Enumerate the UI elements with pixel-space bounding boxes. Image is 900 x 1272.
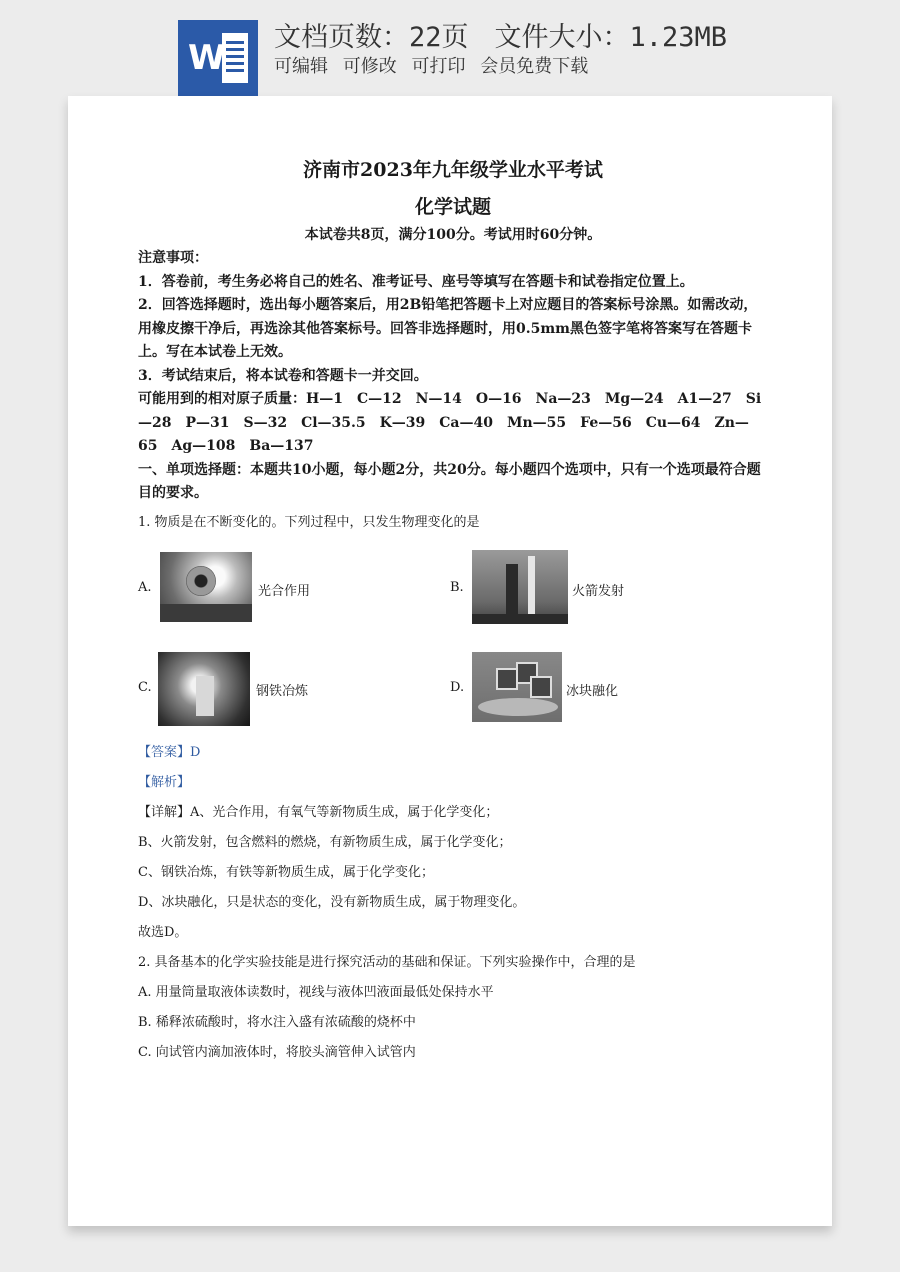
page-count-label: 文档页数：22页 bbox=[274, 22, 469, 53]
notice-item: 3．考试结束后，将本试卷和答题卡一并交回。 bbox=[138, 367, 428, 384]
analysis-line: 【详解】A、光合作用，有氧气等新物质生成，属于化学变化； bbox=[138, 804, 499, 820]
question-2-option: B. 稀释浓硫酸时，将水注入盛有浓硫酸的烧杯中 bbox=[138, 1014, 416, 1030]
option-label: A. bbox=[138, 579, 152, 595]
word-document-icon: W bbox=[178, 20, 258, 96]
notice-heading: 注意事项： bbox=[138, 250, 208, 266]
option-c bbox=[138, 652, 438, 728]
file-size-label: 文件大小：1.23MB bbox=[494, 22, 728, 53]
option-text: 钢铁冶炼 bbox=[256, 683, 309, 699]
analysis-line: C、钢铁冶炼，有铁等新物质生成，属于化学变化； bbox=[138, 864, 434, 880]
document-info-banner bbox=[0, 0, 900, 96]
notice-item: 2．回答选择题时，选出每小题答案后，用2B铅笔把答题卡上对应题目的答案标号涂黑。如需改动，用橡皮擦干净后，再选涂其他答案标号。回答非选择题时，用0.5mm黑色签字笔将答案写在答题卡上。写在本试卷上无效。 bbox=[138, 297, 758, 360]
analysis-line: D、冰块融化，只是状态的变化，没有新物质生成，属于物理变化。 bbox=[138, 894, 526, 910]
atomic-masses: 可能用到的相对原子质量：H—1 C—12 N—14 O—16 Na—23 Mg—24 A1—27 Si—28 P—31 S—32 Cl—35.5 K—39 Ca—40 Mn—55 Fe—56 Cu—64 Zn—65 Ag—108 Ba—137 bbox=[138, 391, 762, 454]
question-2-option: A. 用量筒量取液体读数时，视线与液体凹液面最低处保持水平 bbox=[138, 984, 494, 1000]
feature-list bbox=[274, 54, 597, 82]
exam-subtitle: 化学试题 bbox=[414, 196, 491, 218]
option-label: D. bbox=[450, 679, 465, 695]
question-1-options bbox=[138, 544, 768, 744]
option-text: 光合作用 bbox=[258, 583, 311, 599]
question-2-option: C. 向试管内滴加液体时，将胶头滴管伸入试管内 bbox=[138, 1044, 416, 1060]
analysis-line: 故选D。 bbox=[138, 924, 188, 940]
exam-summary: 本试卷共8页，满分100分。考试用时60分钟。 bbox=[304, 227, 602, 243]
option-label: C. bbox=[138, 679, 152, 695]
feature-printable: 可打印 bbox=[411, 56, 466, 77]
steel-smelting-photo-icon bbox=[158, 652, 250, 726]
option-text: 冰块融化 bbox=[566, 683, 619, 699]
question-1-stem: 1. 物质是在不断变化的。下列过程中，只发生物理变化的是 bbox=[138, 514, 480, 530]
question-2-stem: 2. 具备基本的化学实验技能是进行探究活动的基础和保证。下列实验操作中，合理的是 bbox=[138, 954, 636, 970]
option-label: B. bbox=[450, 579, 464, 595]
rocket-launch-photo-icon bbox=[472, 550, 568, 624]
sunflower-photo-icon bbox=[160, 552, 252, 622]
option-a bbox=[138, 552, 438, 628]
exam-title: 济南市2023年九年级学业水平考试 bbox=[303, 159, 603, 181]
option-b bbox=[450, 552, 750, 628]
option-d bbox=[450, 652, 750, 728]
document-page bbox=[68, 96, 832, 1226]
feature-member-download: 会员免费下载 bbox=[480, 56, 589, 77]
feature-modifiable: 可修改 bbox=[342, 56, 397, 77]
option-text: 火箭发射 bbox=[572, 583, 625, 599]
analysis-line: B、火箭发射，包含燃料的燃烧，有新物质生成，属于化学变化； bbox=[138, 834, 512, 850]
page-content bbox=[138, 156, 768, 1068]
feature-editable: 可编辑 bbox=[274, 56, 328, 77]
section-heading: 一、单项选择题：本题共10小题，每小题2分，共20分。每小题四个选项中，只有一个选项最符合题目的要求。 bbox=[138, 461, 761, 501]
ice-melting-photo-icon bbox=[472, 652, 562, 722]
notice-item: 1．答卷前，考生务必将自己的姓名、准考证号、座号等填写在答题卡和试卷指定位置上。 bbox=[138, 273, 694, 290]
answer-label: 【答案】D bbox=[138, 744, 201, 760]
analysis-heading: 【解析】 bbox=[138, 774, 191, 790]
